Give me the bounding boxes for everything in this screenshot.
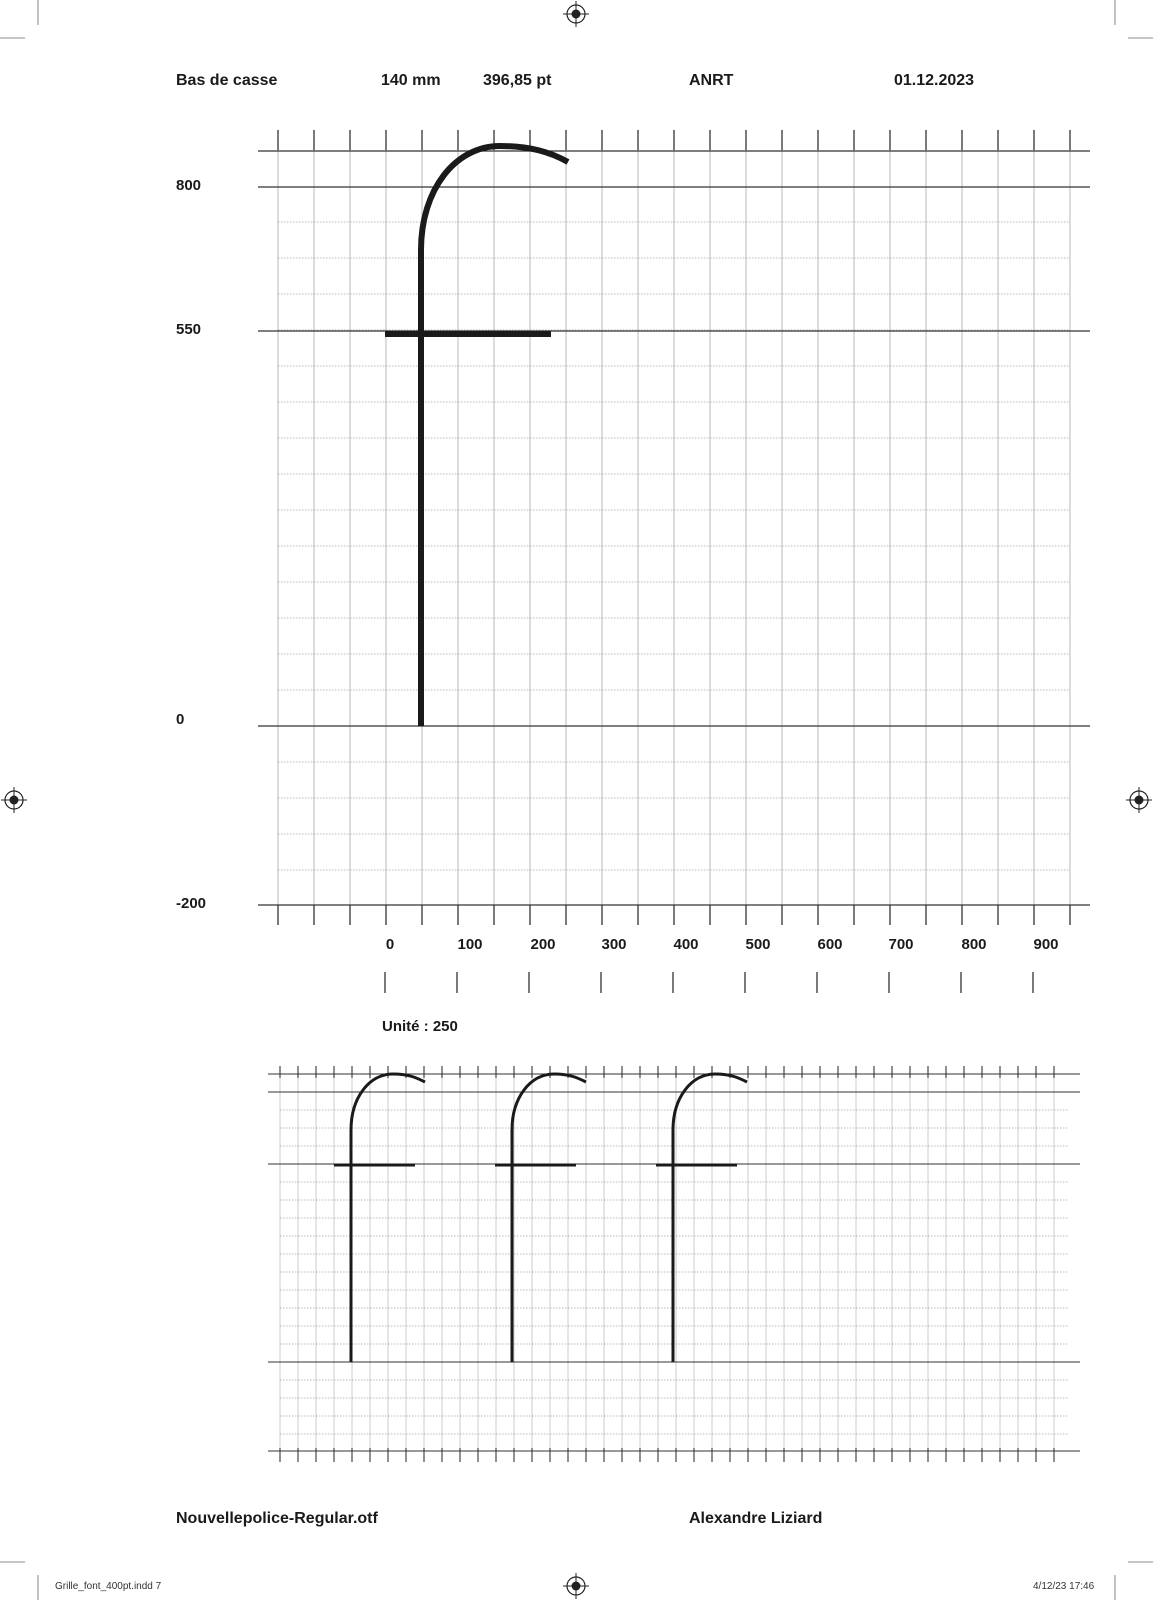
studio-label: ANRT: [689, 72, 734, 89]
glyph-f-stem-hook: [421, 146, 568, 726]
x-label-300: 300: [601, 936, 627, 953]
y-label-minus-200: -200: [176, 895, 207, 912]
date-label: 01.12.2023: [894, 72, 975, 89]
x-label-700: 700: [888, 936, 914, 953]
y-label-550: 550: [176, 321, 202, 338]
font-file-label: Nouvellepolice-Regular.otf: [176, 1510, 378, 1527]
x-label-200: 200: [530, 936, 556, 953]
slug-timestamp: 4/12/23 17:46: [1033, 1581, 1095, 1592]
slug-file: Grille_font_400pt.indd 7: [55, 1581, 162, 1592]
author-label: Alexandre Liziard: [689, 1510, 823, 1527]
y-label-0: 0: [176, 711, 185, 728]
size-pt-label: 396,85 pt: [483, 72, 552, 89]
x-label-400: 400: [673, 936, 699, 953]
x-label-100: 100: [457, 936, 483, 953]
x-label-900: 900: [1033, 936, 1059, 953]
unit-label: Unité : 250: [382, 1018, 458, 1035]
x-label-600: 600: [817, 936, 843, 953]
x-label-800: 800: [961, 936, 987, 953]
x-label-0: 0: [385, 936, 395, 953]
x-label-500: 500: [745, 936, 771, 953]
case-label: Bas de casse: [176, 72, 278, 89]
size-mm-label: 140 mm: [381, 72, 441, 89]
y-label-800: 800: [176, 177, 202, 194]
